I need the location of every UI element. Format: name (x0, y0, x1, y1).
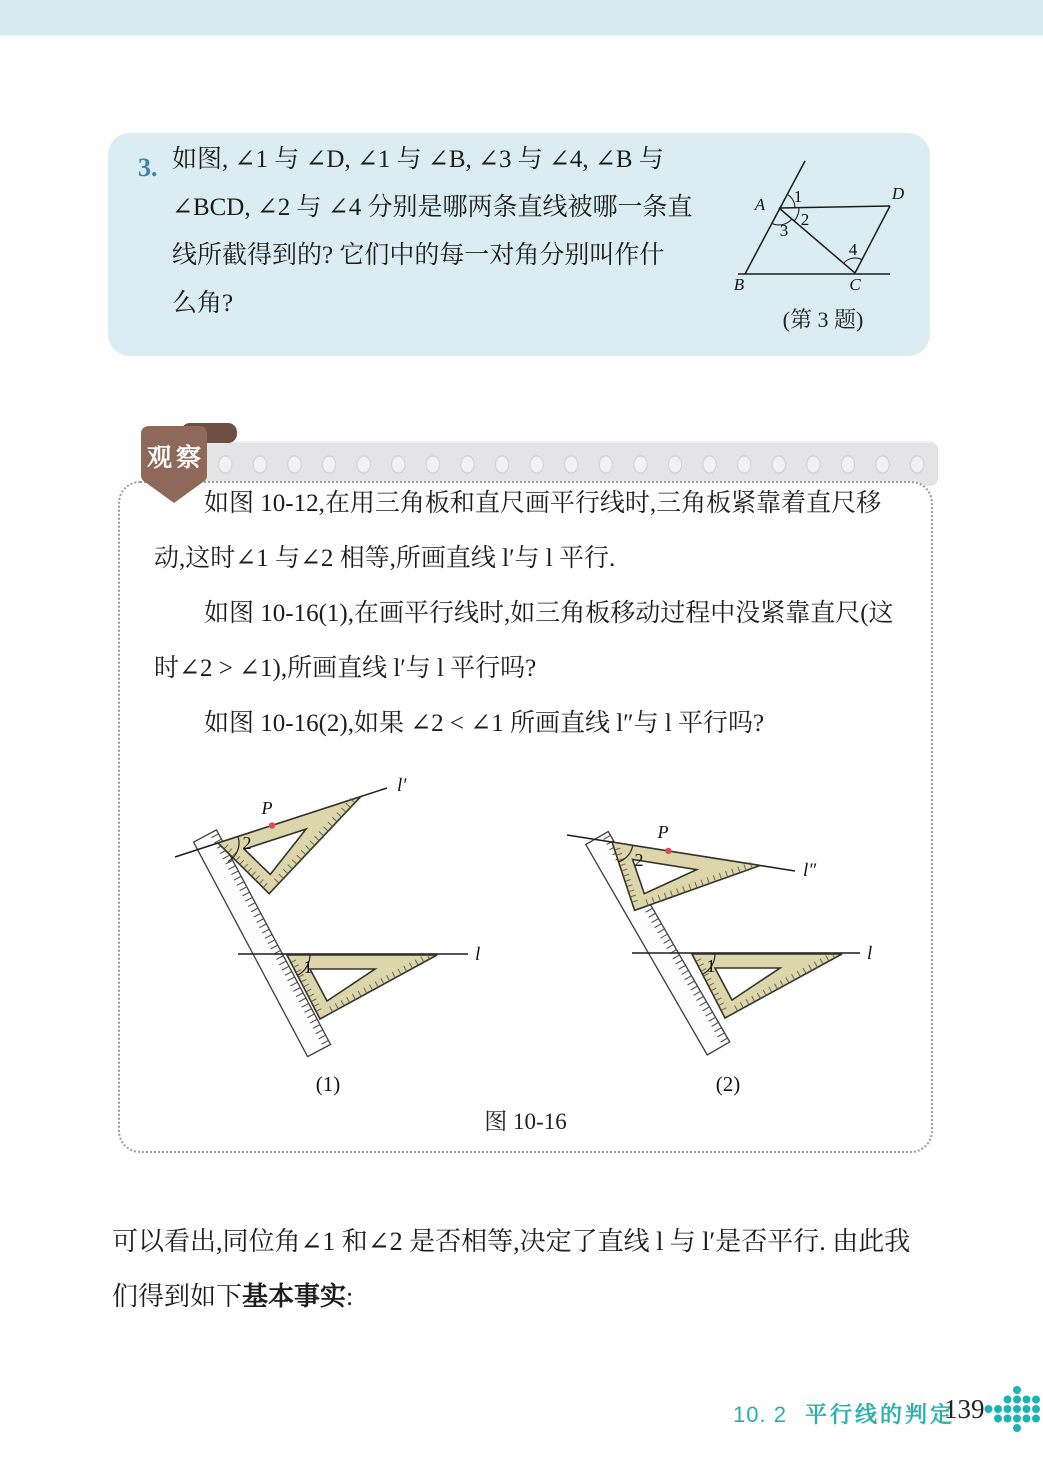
page-number: 139 (944, 1394, 985, 1424)
line-label-l: l (475, 944, 481, 965)
line-label-l: l (867, 943, 873, 964)
footer-section-reference (733, 1398, 955, 1429)
angle-label-1: 1 (706, 956, 716, 976)
footer-dots-logo (984, 1384, 1043, 1436)
conclusion-colon: : (346, 1282, 354, 1311)
problem-text-line: ∠BCD, ∠2 与 ∠4 分别是哪两条直线被哪一条直 (172, 194, 693, 221)
problem-text-line: 如图, ∠1 与 ∠D, ∠1 与 ∠B, ∠3 与 ∠4, ∠B 与 (172, 146, 664, 173)
angle-label-2: 2 (242, 833, 252, 853)
problem-3-box (108, 133, 930, 356)
angle-label-2: 2 (634, 850, 644, 870)
problem-text-line: 线所截得到的? 它们中的每一对角分别叫作什 (172, 242, 665, 269)
point-label-B: B (733, 275, 745, 294)
point-label-C: C (849, 275, 861, 294)
figure-10-16-diagram-1 (150, 776, 532, 1098)
observe-box (118, 481, 933, 1153)
conclusion-paragraph (112, 1215, 952, 1324)
observe-line: 如图 10-16(1),在画平行线时,如三角板移动过程中没紧靠直尺(这 (204, 600, 894, 627)
subfigure-label: (2) (715, 1072, 741, 1096)
figure-10-16-diagram-2 (555, 776, 937, 1098)
observe-tab (139, 423, 239, 507)
observe-tab-label: 观察 (146, 444, 206, 472)
angle-label-2: 2 (800, 210, 810, 229)
figure-lines (738, 161, 890, 274)
line-label-l-double-prime: l″ (803, 860, 817, 881)
subfigure-label: (1) (315, 1072, 341, 1096)
point-label-D: D (891, 184, 905, 203)
angle-label-3: 3 (779, 221, 789, 240)
line-label-l-prime: l′ (397, 776, 407, 796)
problem-text-line: 么角? (172, 290, 234, 317)
observe-line: 如图 10-12,在用三角板和直尺画平行线时,三角板紧靠着直尺移 (204, 490, 882, 517)
conclusion-text: 们得到如下 (112, 1282, 243, 1311)
point-label-A: A (754, 195, 766, 214)
angle-label-4: 4 (848, 240, 858, 259)
observe-text (154, 476, 906, 751)
key-term: 基本事实 (242, 1281, 347, 1311)
page-top-band (0, 0, 1043, 37)
observe-line: 时∠2 > ∠1),所画直线 l′与 l 平行吗? (154, 655, 537, 682)
problem-number: 3. (138, 153, 158, 182)
observe-line: 动,这时∠1 与∠2 相等,所画直线 l′与 l 平行. (154, 545, 616, 572)
problem-text (172, 136, 732, 328)
set-square-top (602, 842, 760, 929)
footer-section-title: 平行线的判定 (804, 1402, 955, 1427)
footer-section-number: 10. 2 (733, 1402, 787, 1427)
angle-label-1: 1 (793, 187, 803, 206)
conclusion-line (112, 1269, 952, 1324)
point-label-P: P (657, 822, 669, 842)
conclusion-line: 可以看出,同位角∠1 和∠2 是否相等,决定了直线 l 与 l′是否平行. 由此我 (112, 1227, 911, 1256)
figure-10-16-caption: 图 10-16 (484, 1109, 567, 1134)
point-P-dot (665, 848, 671, 854)
ruler (194, 830, 331, 1057)
problem-3-figure-caption: (第 3 题) (782, 307, 864, 332)
angle-label-1: 1 (303, 957, 313, 977)
point-P-dot (269, 822, 275, 828)
observe-line: 如图 10-16(2),如果 ∠2 < ∠1 所画直线 l″与 l 平行吗? (204, 710, 765, 737)
point-label-P: P (261, 798, 273, 818)
